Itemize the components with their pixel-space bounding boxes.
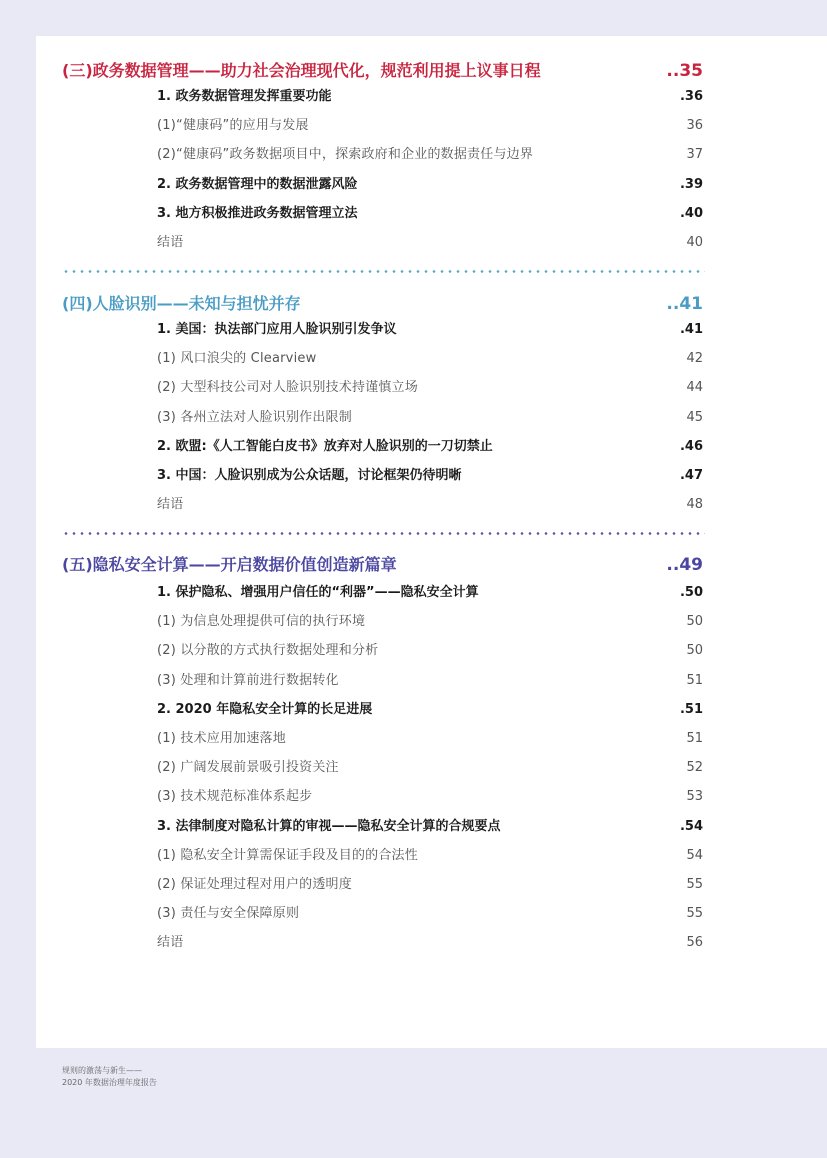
toc-entry[interactable] [36, 145, 827, 165]
toc-entry-page: 36 [686, 118, 703, 134]
toc-entry-title: 结语 [157, 235, 184, 250]
toc-entry[interactable] [36, 116, 827, 136]
toc-entry[interactable] [36, 846, 827, 866]
toc-entry[interactable] [36, 495, 827, 515]
toc-entry-title: (1)“健康码”的应用与发展 [157, 118, 309, 134]
toc-entry[interactable] [36, 583, 827, 603]
toc-entry[interactable] [36, 320, 827, 340]
toc-entry[interactable] [36, 408, 827, 428]
toc-entry-page: .40 [679, 205, 703, 221]
toc-entry-title: 1. 保护隐私、增强用户信任的“利器”——隐私安全计算 [157, 585, 479, 600]
section-page-number: ..35 [666, 61, 703, 81]
toc-entry-page: 56 [686, 935, 703, 951]
toc-entry-page: .50 [679, 585, 703, 600]
toc-entry-page: .39 [679, 176, 703, 192]
toc-entry-page: .51 [679, 701, 703, 717]
toc-entry-title: 2. 欧盟:《人工智能白皮书》放弃对人脸识别的一刀切禁止 [157, 438, 493, 454]
toc-entry[interactable] [36, 787, 827, 807]
toc-entry[interactable] [36, 466, 827, 486]
toc-entry-title: (1) 为信息处理提供可信的执行环境 [157, 614, 366, 630]
toc-entry-title: 1. 政务数据管理发挥重要功能 [157, 89, 332, 104]
toc-entry[interactable] [36, 233, 827, 253]
toc-entry-page: 37 [686, 147, 703, 163]
toc-entry-title: 3. 地方积极推进政务数据管理立法 [157, 205, 358, 221]
toc-entry-title: 2. 政务数据管理中的数据泄露风险 [157, 176, 358, 192]
toc-entry[interactable] [36, 933, 827, 953]
toc-entry-page: 55 [686, 877, 703, 892]
toc-entry-page: 50 [686, 614, 703, 630]
toc-entry-page: .54 [679, 818, 703, 834]
footer-line-2: 2020 年数据治理年度报告 [62, 1078, 157, 1087]
toc-entry-title: (1) 风口浪尖的 Clearview [157, 351, 317, 367]
toc-entry-title: 结语 [157, 497, 184, 513]
toc-entry-page: 54 [686, 847, 703, 863]
toc-entry-page: 52 [686, 760, 703, 776]
section-title[interactable]: (五)隐私安全计算——开启数据价值创造新篇章 [62, 555, 397, 574]
toc-entry-page: .36 [679, 89, 703, 104]
toc-entry-title: (3) 责任与安全保障原则 [157, 906, 300, 922]
toc-entry[interactable] [36, 437, 827, 457]
toc-entry-title: 3. 中国：人脸识别成为公众话题，讨论框架仍待明晰 [157, 468, 462, 483]
toc-entry[interactable] [36, 758, 827, 778]
toc-entry[interactable] [36, 378, 827, 398]
toc-entry[interactable] [36, 612, 827, 632]
toc-entry-title: (3) 各州立法对人脸识别作出限制 [157, 409, 352, 425]
toc-entry-title: (2) 广阔发展前景吸引投资关注 [157, 760, 339, 776]
toc-entry-title: (3) 处理和计算前进行数据转化 [157, 672, 339, 688]
toc-entry[interactable] [36, 671, 827, 691]
toc-entry-page: 42 [686, 351, 703, 367]
toc-entry-title: (2) 以分散的方式执行数据处理和分析 [157, 643, 379, 659]
toc-entry[interactable] [36, 87, 827, 107]
toc-entry-page: 55 [686, 906, 703, 922]
section-page-number: ..41 [666, 294, 703, 314]
toc-entry[interactable] [36, 904, 827, 924]
toc-entry-title: (2) 保证处理过程对用户的透明度 [157, 877, 352, 892]
toc-entry[interactable] [36, 175, 827, 195]
toc-entry[interactable] [36, 729, 827, 749]
toc-entry-page: .46 [679, 438, 703, 454]
footer [62, 1065, 157, 1089]
toc-entry-page: 48 [686, 497, 703, 513]
toc-entry-title: (2)“健康码”政务数据项目中，探索政府和企业的数据责任与边界 [157, 147, 534, 163]
toc-entry-title: 3. 法律制度对隐私计算的审视——隐私安全计算的合规要点 [157, 818, 501, 834]
footer-line-1: 规则的激荡与新生—— [62, 1066, 142, 1075]
toc-entry[interactable] [36, 349, 827, 369]
toc-entry-page: 51 [686, 731, 703, 746]
toc-entry-title: (1) 技术应用加速落地 [157, 731, 286, 746]
toc-entry-title: 结语 [157, 935, 184, 951]
section-title[interactable]: (四)人脸识别——未知与担忧并存 [62, 294, 301, 313]
toc-entry-page: 50 [686, 643, 703, 659]
toc-entry-title: (3) 技术规范标准体系起步 [157, 789, 313, 805]
toc-entry-title: 1. 美国：执法部门应用人脸识别引发争议 [157, 322, 397, 337]
toc-entry[interactable] [36, 875, 827, 895]
toc-entry-page: 53 [686, 789, 703, 805]
toc-entry[interactable] [36, 204, 827, 224]
toc-entry-page: 44 [686, 380, 703, 396]
toc-entry[interactable] [36, 817, 827, 837]
dotted-divider [62, 532, 705, 535]
toc-entry-page: 40 [686, 235, 703, 250]
toc-entry-title: (1) 隐私安全计算需保证手段及目的的合法性 [157, 847, 418, 863]
toc-page [36, 36, 827, 1048]
toc-entry-page: .41 [679, 322, 703, 337]
toc-entry-title: 2. 2020 年隐私安全计算的长足进展 [157, 701, 373, 717]
toc-entry-page: 51 [686, 672, 703, 688]
toc-entry[interactable] [36, 641, 827, 661]
dotted-divider [62, 270, 705, 273]
section-title[interactable]: (三)政务数据管理——助力社会治理现代化，规范利用提上议事日程 [62, 61, 541, 80]
toc-entry-page: 45 [686, 409, 703, 425]
toc-entry[interactable] [36, 700, 827, 720]
section-page-number: ..49 [666, 555, 703, 575]
toc-entry-title: (2) 大型科技公司对人脸识别技术持谨慎立场 [157, 380, 418, 396]
toc-entry-page: .47 [679, 468, 703, 483]
